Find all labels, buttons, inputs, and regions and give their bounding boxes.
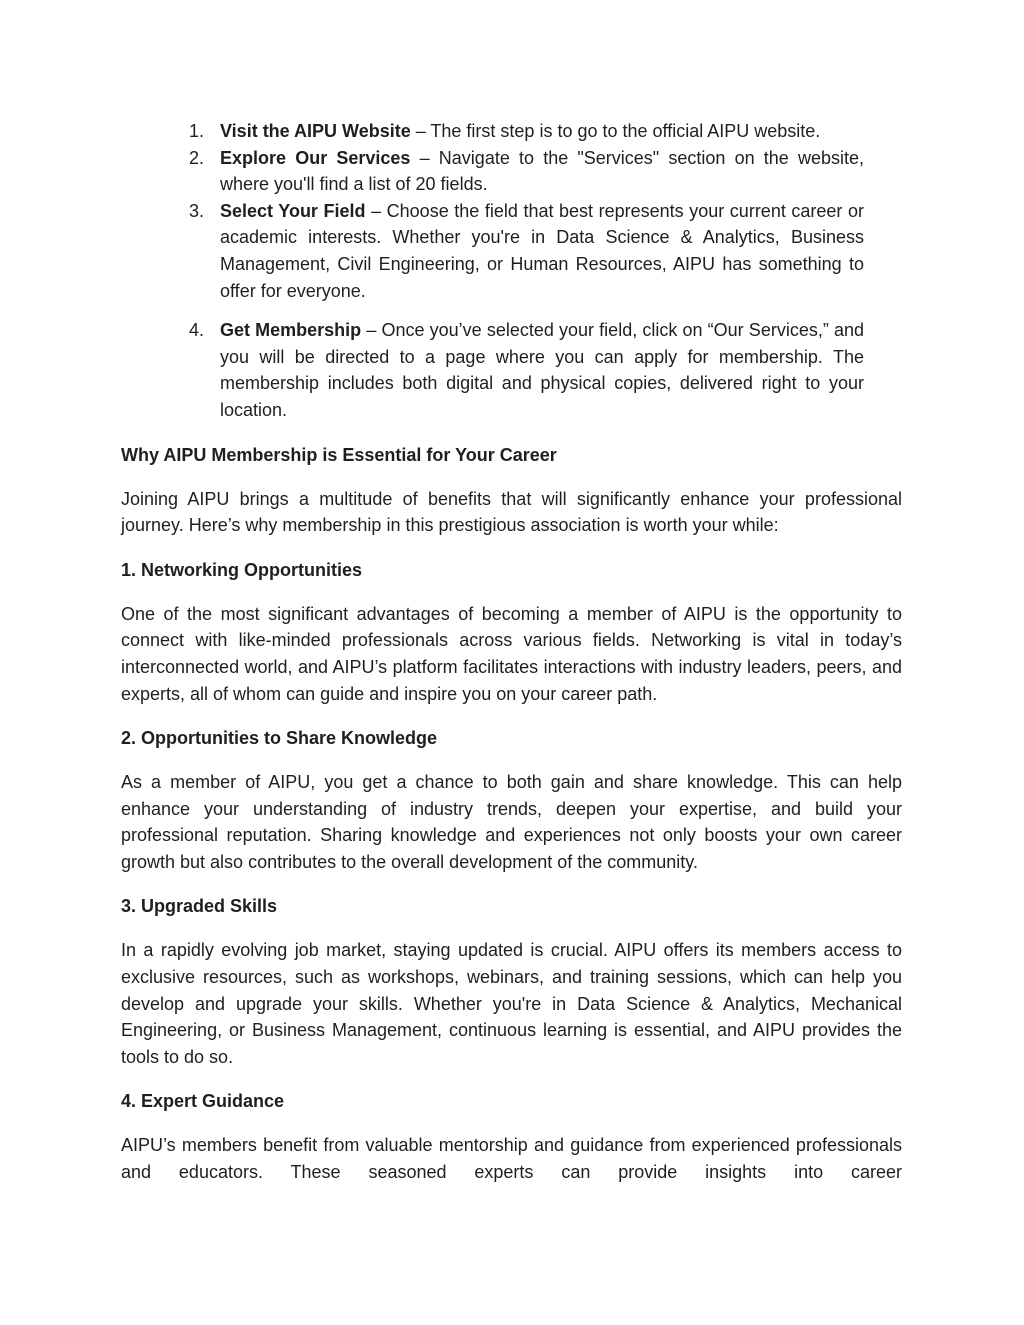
section-body-expert-guidance: AIPU’s members benefit from valuable mentorship and guidance from experienced professionals and educators. These seasoned experts can provide insights into career	[121, 1135, 902, 1183]
section-body-networking: One of the most significant advantages of becoming a member of AIPU is the opportunity to connect with like-minded professionals across various fields. Networking is vital in today’s interconnected world, and AIPU’s platform facilitates interactions with industry leaders, peers, and experts, all of whom can guide and inspire you on your career path.	[121, 603, 902, 704]
section-body-upgraded-skills: In a rapidly evolving job market, staying updated is crucial. AIPU offers its members access to exclusive resources, such as workshops, webinars, and training sessions, which can help you develop and upgrade your skills. Whether you're in Data Science & Analytics, Mechanical Engineering, or Business Management, continuous learning is essential, and AIPU provides the tools to do so.	[121, 940, 902, 1067]
step-text: – Choose the field that best represents your current career or academic interests. Whether you're in Data Science & Analytics, Business Management, Civil Engineering, or Human Resources, AIPU has something to offer for everyone.	[220, 200, 864, 301]
section-body-share-knowledge: As a member of AIPU, you get a chance to both gain and share knowledge. This can help enhance your understanding of industry trends, deepen your expertise, and build your professional reputation. Sharing knowledge and experiences not only boosts your own career growth but also contributes to the overall development of the community.	[121, 772, 902, 872]
step-text: – Navigate to the "Services" section on the website, where you'll find a list of 20 fields.	[220, 147, 864, 195]
step-title: Explore Our Services	[220, 147, 411, 168]
step-title: Visit the AIPU Website	[220, 121, 411, 141]
step-number: 1.	[189, 121, 205, 141]
step-item-explore-services	[121, 145, 902, 198]
step-text: – Once you’ve selected your field, click on “Our Services,” and you will be directed to a page where you can apply for membership. The membership includes both digital and physical copies, delivered right to your location.	[220, 320, 864, 420]
why-heading: Why AIPU Membership is Essential for Your Career	[121, 444, 557, 465]
section-heading-networking: 1. Networking Opportunities	[121, 559, 363, 580]
step-text: – The first step is to go to the official AIPU website.	[410, 121, 821, 141]
steps-list	[121, 118, 902, 424]
why-intro: Joining AIPU brings a multitude of benefits that will significantly enhance your professional journey. Here’s why membership in this prestigious association is worth your while:	[121, 488, 902, 536]
step-number: 3.	[189, 200, 205, 221]
step-item-visit-website	[121, 118, 902, 145]
step-number: 2.	[189, 147, 205, 168]
section-heading-upgraded-skills: 3. Upgraded Skills	[121, 896, 278, 917]
step-item-select-field	[121, 198, 902, 304]
step-number: 4.	[189, 320, 205, 341]
step-title: Select Your Field	[220, 200, 366, 221]
section-heading-expert-guidance: 4. Expert Guidance	[121, 1091, 285, 1112]
section-heading-share-knowledge: 2. Opportunities to Share Knowledge	[121, 728, 438, 749]
document-page	[121, 118, 902, 1186]
step-item-get-membership	[121, 317, 902, 423]
step-title: Get Membership	[220, 320, 362, 341]
